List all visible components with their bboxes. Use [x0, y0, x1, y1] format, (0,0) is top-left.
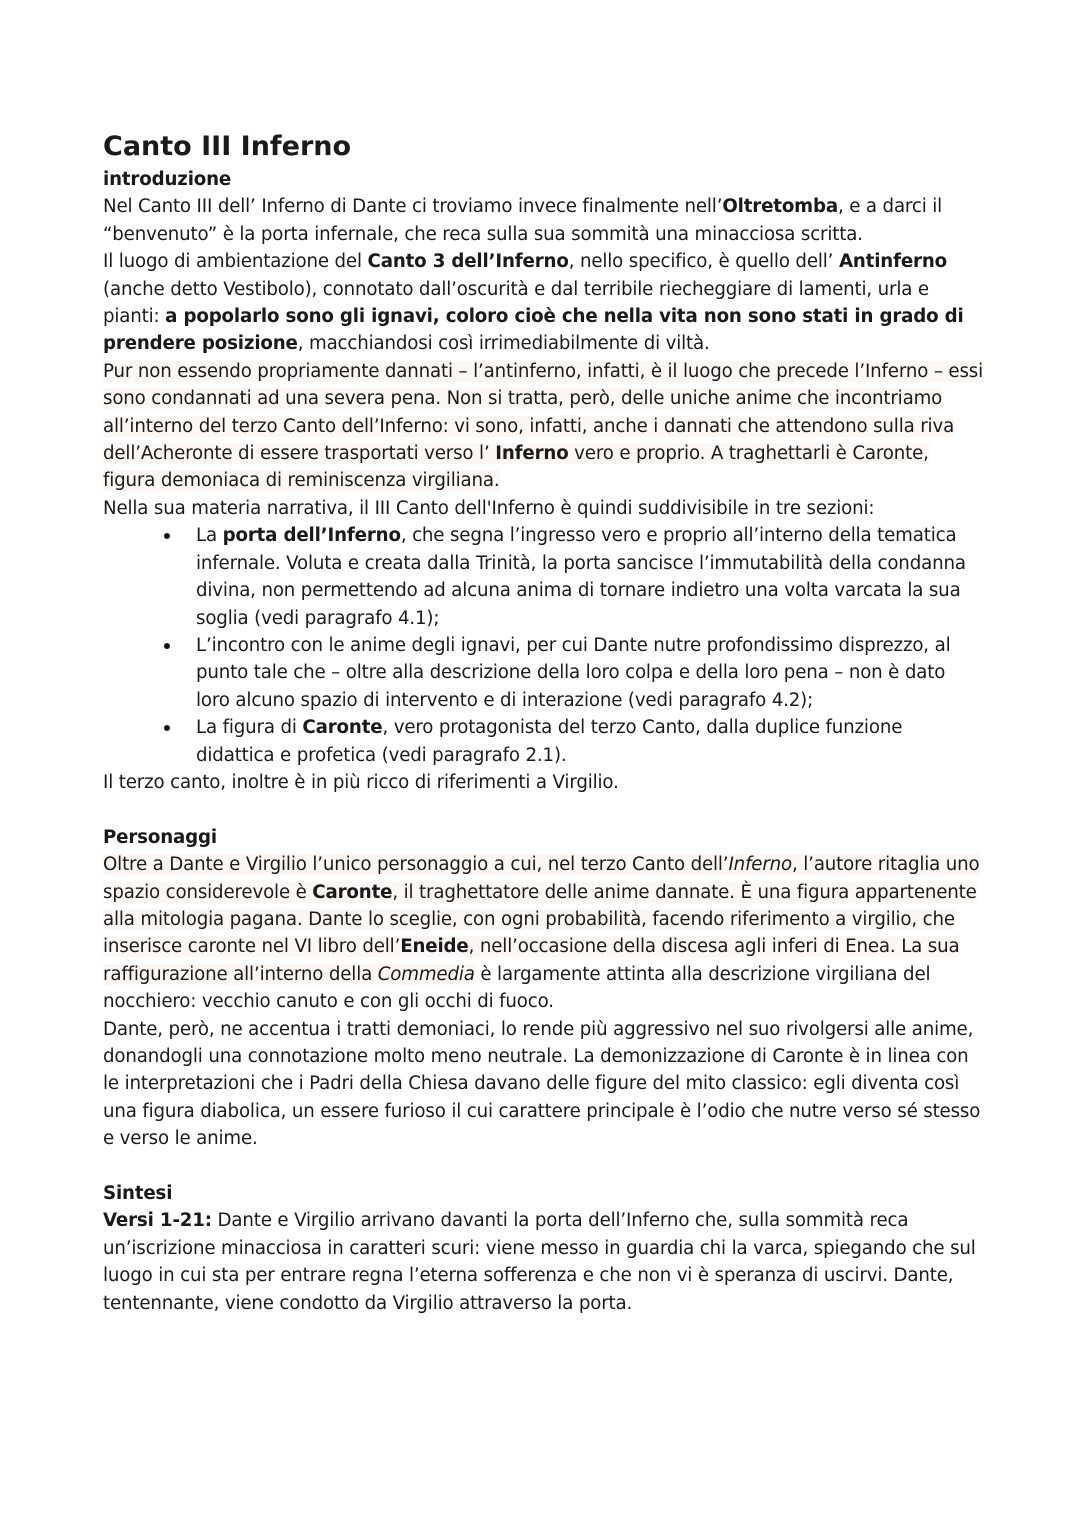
spacer — [103, 796, 983, 823]
list-item — [196, 714, 983, 769]
spacer — [103, 1153, 983, 1180]
list-item — [196, 632, 983, 714]
text-run: La — [196, 525, 223, 547]
bold-text: Canto 3 dell’Inferno — [367, 251, 569, 273]
bold-text: Antinferno — [838, 251, 948, 273]
personaggi-heading: Personaggi — [103, 826, 217, 848]
intro-paragraph-2 — [103, 248, 983, 358]
sections-list — [103, 522, 983, 769]
sintesi-paragraph-1 — [103, 1207, 983, 1317]
bold-text: Versi 1-21: — [103, 1210, 212, 1232]
text-run: (anche detto Vestibolo), connotato dall’oscurità e dal terribile riecheggiare di lamenti, urla e pianti: — [103, 278, 929, 328]
text-run: , che segna l’ingresso vero e proprio all’interno della tematica infernale. Voluta e creata dalla Trinità, la porta sancisce l’immutabilità della condanna divina, non permettendo ad alcuna anima di tornare indietro una volta varcata la sua soglia (vedi paragrafo 4.1); — [196, 525, 966, 629]
text-run: vero e proprio. A traghettarli è Caronte, figura demoniaca di reminiscenza virgiliana. — [103, 443, 929, 492]
bold-text: Caronte — [302, 717, 383, 739]
bold-text: Inferno — [495, 443, 569, 465]
text-run: Oltre a Dante e Virgilio l’unico personaggio a cui, nel terzo Canto dell’ — [103, 854, 729, 876]
text-run: L’incontro con le anime degli ignavi, per cui Dante nutre profondissimo disprezzo, al punto tale che – oltre alla descrizione della loro colpa e della loro pena – non è dato loro alcuno spazio di intervento e di interazione (vedi paragrafo 4.2); — [196, 634, 951, 711]
text-run: è largamente attinta alla descrizione virgiliana del nocchiero: vecchio canuto e con gli occhi di fuoco. — [103, 963, 931, 1013]
text-run: , e a darci il “benvenuto” è la porta infernale, che reca sulla sua sommità una minacciosa scritta. — [103, 196, 943, 245]
text-run: , l’autore ritaglia uno spazio considerevole è — [103, 854, 980, 903]
text-run: Nel Canto III dell’ Inferno di Dante ci troviamo invece finalmente nell’ — [103, 196, 723, 218]
text-run: , vero protagonista del terzo Canto, dalla duplice funzione didattica e profetica (vedi paragrafo 2.1). — [196, 717, 903, 766]
personaggi-paragraph-1 — [103, 851, 983, 1015]
intro-paragraph-1 — [103, 193, 983, 248]
text-run: , il traghettatore delle anime dannate. È una figura appartenente alla mitologia pagana. Dante lo sceglie, con ogni probabilità, facendo riferimento a virgilio, che inserisce caronte nel VI libro dell’ — [103, 881, 977, 958]
intro-paragraph-4: Nella sua materia narrativa, il III Canto dell'Inferno è quindi suddivisibile in tre sezioni: — [103, 497, 875, 519]
document-page — [103, 128, 983, 1317]
text-run: La figura di — [196, 717, 303, 739]
text-run: Dante e Virgilio arrivano davanti la porta dell’Inferno che, sulla sommità reca un’iscrizione minacciosa in caratteri scuri: viene messo in guardia chi la varca, spiegando che sul luogo in cui sta per entrare regna l’eterna sofferenza e che non vi è speranza di uscirvi. Dante, tentennante, viene condotto da Virgilio attraverso la porta. — [103, 1210, 976, 1314]
sintesi-heading: Sintesi — [103, 1183, 173, 1204]
italic-text: Commedia — [377, 963, 475, 985]
personaggi-paragraph-2: Dante, però, ne accentua i tratti demoniaci, lo rende più aggressivo nel suo rivolgersi alle anime, donandogli una connotazione molto meno neutrale. La demonizzazione di Caronte è in linea con le interpretazioni che i Padri della Chiesa davano delle figure del mito classico: egli diventa così una figura diabolica, un essere furioso il cui carattere principale è l’odio che nutre verso sé stesso e verso le anime. — [103, 1018, 981, 1150]
bold-text: porta dell’Inferno — [222, 525, 401, 547]
bold-text: Eneide — [400, 936, 469, 958]
list-item — [196, 522, 983, 632]
bullet-icon — [164, 725, 170, 731]
italic-text: Inferno — [728, 854, 793, 876]
text-run: , nello specifico, è quello dell’ — [568, 251, 839, 273]
intro-paragraph-5: Il terzo canto, inoltre è in più ricco di riferimenti a Virgilio. — [103, 771, 619, 793]
bold-text: a popolarlo sono gli ignavi, coloro cioè che nella vita non sono stati in grado di prendere posizione — [103, 306, 964, 355]
bullet-icon — [164, 533, 170, 539]
text-run: Pur non essendo propriamente dannati – l’antinferno, infatti, è il luogo che precede l’Inferno – essi sono condannati ad una severa pena. Non si tratta, però, delle uniche anime che incontriamo all’interno del terzo Canto dell’Inferno: vi sono, infatti, anche i dannati che attendono sulla riva dell’Acheronte di essere trasportati verso l’ — [103, 360, 983, 465]
intro-heading: introduzione — [103, 169, 232, 190]
bold-text: Oltretomba — [722, 196, 838, 218]
bold-text: Caronte — [312, 881, 393, 903]
text-run: , macchiandosi così irrimediabilmente di viltà. — [297, 333, 710, 355]
document-title: Canto III Inferno — [103, 131, 352, 162]
intro-paragraph-3 — [103, 358, 983, 495]
bullet-icon — [164, 643, 170, 649]
text-run: Il luogo di ambientazione del — [103, 251, 368, 273]
text-run: , nell’occasione della discesa agli inferi di Enea. La sua raffigurazione all’interno della — [103, 936, 960, 985]
